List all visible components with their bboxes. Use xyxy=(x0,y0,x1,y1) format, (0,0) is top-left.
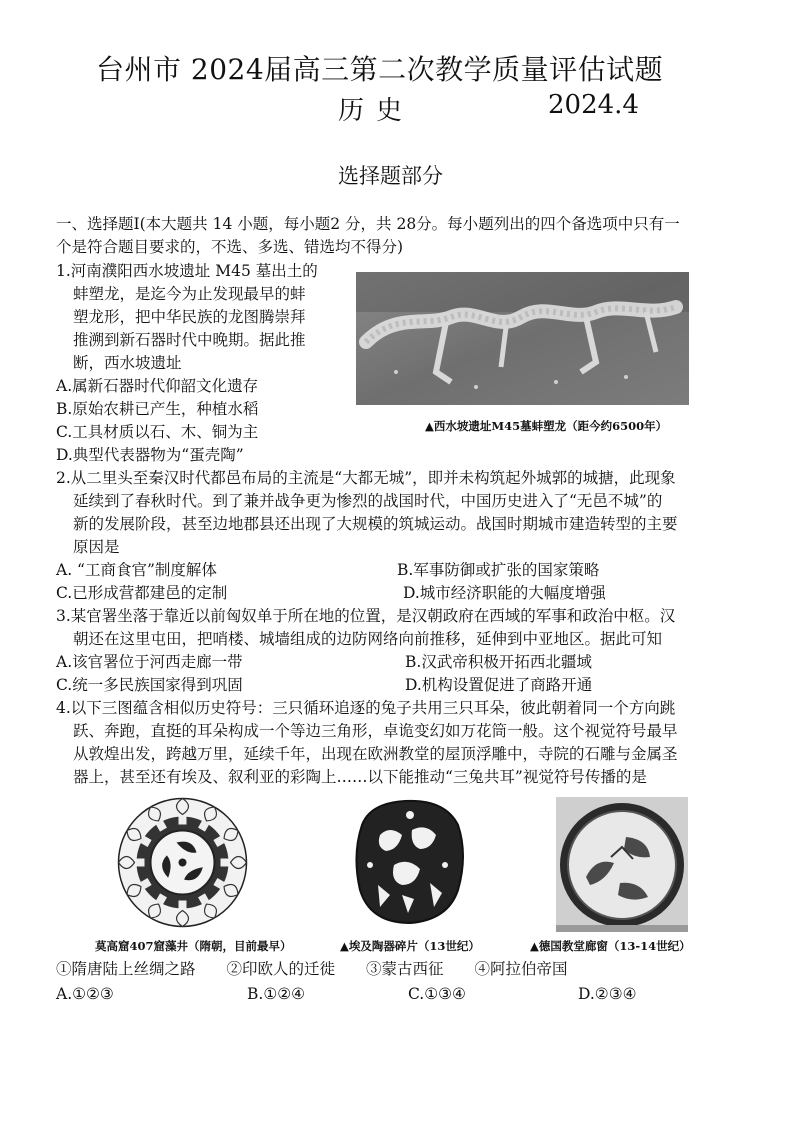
section-title: 选择题部分 xyxy=(338,164,443,188)
q2-line-2: 延续到了春秋时代。到了兼并战争更为惨烈的战国时代，中国历史进入了“无邑不城”的 xyxy=(73,492,663,510)
q3-line-2: 朝还在这里屯田，把哨楼、城墙组成的边防网络向前推移，延伸到中亚地区。据此可知 xyxy=(73,630,663,648)
instructions-line-2: 个是符合题目要求的，不选、多选、错选均不得分) xyxy=(56,238,404,256)
german-church-window-image xyxy=(556,797,688,932)
q1-image-caption: ▲西水坡遗址M45墓蚌塑龙（距今约6500年） xyxy=(425,419,668,433)
q4-caption-2: ▲埃及陶器碎片（13世纪） xyxy=(340,939,480,953)
q1-option-c: C.工具材质以石、木、铜为主 xyxy=(56,423,259,441)
exam-title: 台州市 2024届高三第二次教学质量评估试题 xyxy=(96,53,664,86)
q2-option-c: C.已形成营都建邑的定制 xyxy=(56,584,228,602)
q4-option-d: D.②③④ xyxy=(578,985,637,1003)
shell-dragon-photo xyxy=(356,272,689,405)
q1-line-2: 蚌塑龙，是迄今为止发现最早的蚌 xyxy=(73,285,306,303)
q4-line-1: 4.以下三图蕴含相似历史符号：三只循环追逐的兔子共用三只耳朵，彼此朝着同一个方向跳 xyxy=(56,699,676,717)
q4-line-3: 从敦煌出发，跨越万里，延续千年，出现在欧洲教堂的屋顶浮雕中，寺院的石雕与金属圣 xyxy=(73,745,678,763)
q1-option-d: D.典型代表器物为“蛋壳陶” xyxy=(56,446,244,464)
q1-option-a: A.属新石器时代仰韶文化遗存 xyxy=(56,377,259,395)
q2-option-a: A. “工商食官”制度解体 xyxy=(56,561,217,579)
q3-option-d: D.机构设置促进了商路开通 xyxy=(405,676,593,694)
q3-line-1: 3.某官署坐落于靠近以前匈奴单于所在地的位置，是汉朝政府在西域的军事和政治中枢。汉 xyxy=(56,607,676,625)
q4-caption-1: 莫高窟407窟藻井（隋朝，目前最早） xyxy=(95,939,292,953)
q2-option-d: D.城市经济职能的大幅度增强 xyxy=(403,584,606,602)
exam-subject: 历史 xyxy=(338,96,415,126)
exam-date: 2024.4 xyxy=(548,90,639,120)
q3-option-c: C.统一多民族国家得到巩固 xyxy=(56,676,243,694)
q4-option-b: B.①②④ xyxy=(247,985,306,1003)
q3-option-a: A.该官署位于河西走廊一带 xyxy=(56,653,243,671)
q2-line-4: 原因是 xyxy=(73,538,120,556)
q4-option-c: C.①③④ xyxy=(408,985,466,1003)
q1-option-b: B.原始农耕已产生，种植水稻 xyxy=(56,400,259,418)
q1-line-3: 塑龙形，把中华民族的龙图腾崇拜 xyxy=(73,308,306,326)
egyptian-pottery-fragment-image xyxy=(350,795,468,930)
q4-line-2: 跃、奔跑，直挺的耳朵构成一个等边三角形，卓诡变幻如万花筒一般。这个视觉符号最早 xyxy=(73,722,678,740)
q1-line-1: 1.河南濮阳西水坡遗址 M45 墓出土的 xyxy=(56,262,318,280)
q4-caption-3: ▲德国教堂廊窗（13-14世纪） xyxy=(530,939,691,953)
mogao-cave-caisson-image xyxy=(115,795,250,930)
q3-option-b: B.汉武帝积极开拓西北疆域 xyxy=(405,653,592,671)
q4-items: ①隋唐陆上丝绸之路 ②印欧人的迁徙 ③蒙古西征 ④阿拉伯帝国 xyxy=(56,960,568,978)
q1-line-4: 推溯到新石器时代中晚期。据此推 xyxy=(73,331,306,349)
q2-line-1: 2.从二里头至秦汉时代都邑布局的主流是“大都无城”，即并未构筑起外城郭的城搪，此现象 xyxy=(56,469,676,487)
q4-line-4: 器上，甚至还有埃及、叙利亚的彩陶上……以下能推动“三兔共耳”视觉符号传播的是 xyxy=(73,768,647,786)
instructions-line-1: 一、选择题Ⅰ(本大题共 14 小题，每小题2 分，共 28分。每小题列出的四个备选项中只有一 xyxy=(56,215,680,233)
q1-line-5: 断，西水坡遗址 xyxy=(73,354,182,372)
q4-option-a: A.①②③ xyxy=(56,985,114,1003)
q2-option-b: B.军事防御或扩张的国家策略 xyxy=(397,561,600,579)
q2-line-3: 新的发展阶段，甚至边地郡县还出现了大规模的筑城运动。战国时期城市建造转型的主要 xyxy=(73,515,678,533)
